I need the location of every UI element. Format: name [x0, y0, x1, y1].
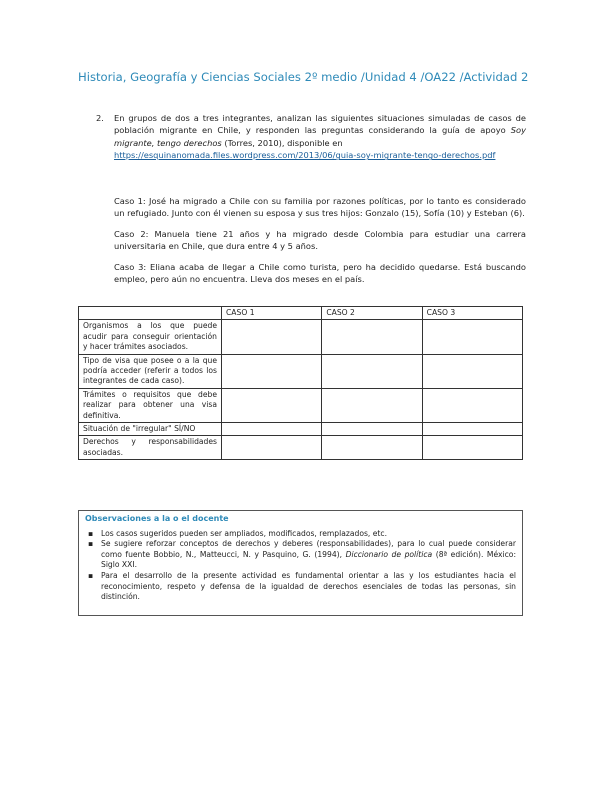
answer-cell[interactable]	[222, 388, 322, 422]
case-text: José ha migrado a Chile con su familia por razones políticas, por lo tanto es considerado un refugiado. Junto con él vienen su esposa y sus tres hijos: Gonzalo (15), Sofía (10) y Esteban (6).	[114, 196, 526, 219]
answer-cell[interactable]	[222, 436, 322, 460]
answer-cell[interactable]	[422, 436, 522, 460]
answer-cell[interactable]	[322, 354, 422, 388]
observation-text: Para el desarrollo de la presente actividad es fundamental orientar a las y los estudiantes hacia el reconocimiento, respeto y defensa de la igualdad de derechos esenciales de todas las personas, sin distinción.	[101, 570, 516, 602]
activity-number: 2.	[96, 113, 104, 123]
case-text: Manuela tiene 21 años y ha migrado desde Colombia para estudiar una carrera universitaria en Chile, que dura entre 4 y 5 años.	[114, 228, 526, 252]
table-row	[79, 388, 523, 422]
table-row	[79, 320, 523, 354]
table-corner-cell	[79, 307, 222, 320]
guide-link[interactable]: https://esquinanomada.files.wordpress.com/2013/06/guia-soy-migrante-tengo-derechos.pdf	[114, 150, 496, 161]
case-1	[114, 195, 526, 220]
column-header-caso-2: CASO 2	[322, 307, 422, 320]
table-row	[79, 423, 523, 436]
row-label: Organismos a los que puede acudir para conseguir orientación y hacer trámites asociados.	[79, 320, 222, 354]
bullet-icon: ▪	[88, 539, 94, 549]
case-3	[114, 261, 526, 286]
case-list	[114, 195, 526, 293]
page-header: Historia, Geografía y Ciencias Sociales 2º medio /Unidad 4 /OA22 /Actividad 2	[78, 70, 529, 84]
activity-intro: En grupos de dos a tres integrantes, analizan las siguientes situaciones simuladas de casos de población migrante en Chile, y responden las preguntas considerando la guía de apoyo	[114, 113, 526, 136]
case-analysis-table	[78, 306, 523, 460]
answer-cell[interactable]	[322, 423, 422, 436]
case-2	[114, 228, 526, 253]
row-label: Derechos y responsabilidades asociadas.	[79, 436, 222, 460]
case-label: Caso 2:	[114, 228, 149, 239]
observation-text: Se sugiere reforzar conceptos de derechos y deberes (responsabilidades), para lo cual puede considerar como fuente Bobbio, N., Matteucci, N. y Pasquino, G. (1994),	[101, 539, 516, 559]
list-item	[88, 528, 516, 540]
observation-text: (8ª edición). México: Siglo XXI.	[101, 549, 516, 570]
answer-cell[interactable]	[222, 423, 322, 436]
column-header-caso-1: CASO 1	[222, 307, 322, 320]
answer-cell[interactable]	[322, 320, 422, 354]
bullet-icon: ▪	[88, 570, 94, 580]
bullet-icon: ▪	[88, 528, 94, 538]
row-label: Situación de "irregular" SÍ/NO	[79, 423, 222, 436]
answer-cell[interactable]	[222, 354, 322, 388]
answer-cell[interactable]	[322, 436, 422, 460]
answer-cell[interactable]	[422, 388, 522, 422]
answer-cell[interactable]	[322, 388, 422, 422]
row-label: Tipo de visa que posee o a la que podría acceder (referir a todos los integrantes de cada caso).	[79, 354, 222, 388]
teacher-observations-box	[78, 510, 523, 616]
answer-cell[interactable]	[422, 423, 522, 436]
case-label: Caso 3:	[114, 261, 147, 272]
guide-title: Soy migrante, tengo derechos	[114, 125, 526, 148]
answer-cell[interactable]	[422, 354, 522, 388]
column-header-caso-3: CASO 3	[422, 307, 522, 320]
observations-list	[79, 529, 522, 603]
observation-text: Los casos sugeridos pueden ser ampliados, modificados, remplazados, etc.	[101, 528, 387, 538]
case-label: Caso 1:	[114, 196, 146, 206]
observations-title: Observaciones a la o el docente	[85, 514, 229, 523]
table-header-row	[79, 307, 523, 320]
case-text: Eliana acaba de llegar a Chile como turista, pero ha decidido quedarse. Está buscando empleo, pero aún no encuentra. Lleva dos meses en el país.	[114, 261, 526, 285]
answer-cell[interactable]	[222, 320, 322, 354]
row-label: Trámites o requisitos que debe realizar para obtener una visa definitiva.	[79, 388, 222, 422]
answer-cell[interactable]	[422, 320, 522, 354]
list-item	[88, 570, 516, 603]
table-row	[79, 354, 523, 388]
table-row	[79, 436, 523, 460]
list-item	[88, 539, 516, 571]
reference-title: Diccionario de política	[345, 549, 433, 559]
activity-instructions	[96, 112, 526, 162]
guide-reference: (Torres, 2010), disponible en	[224, 137, 343, 148]
